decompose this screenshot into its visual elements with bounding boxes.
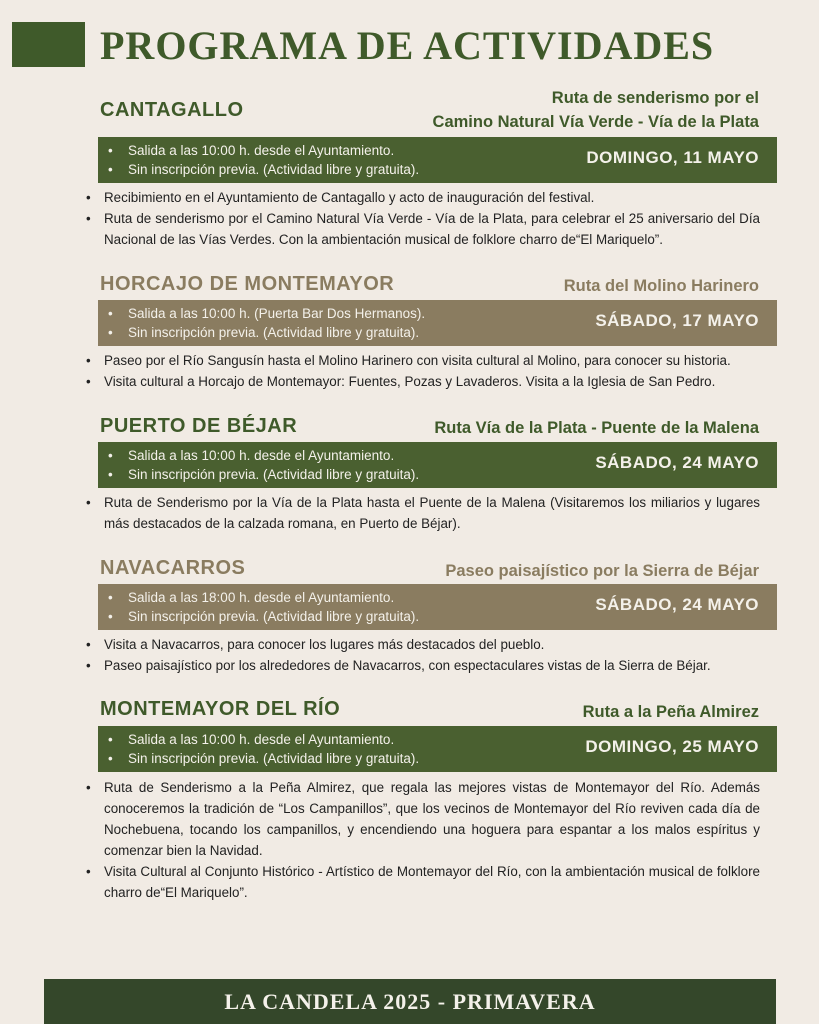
- detail-item: • Recibimiento en el Ayuntamiento de Cantagallo y acto de inauguración del festival.: [84, 187, 760, 208]
- detail-item: • Ruta de senderismo por el Camino Natural Vía Verde - Vía de la Plata, para celebrar el 25 aniversario del Día Nacional de las Vías Verdes. Con la ambientación musical de folklore charro de“El Mariquelo”.: [84, 208, 760, 250]
- event-town: CANTAGALLO: [100, 99, 244, 121]
- event-details: [84, 187, 760, 250]
- event-info-item: • Salida a las 18:00 h. desde el Ayuntamiento.: [108, 588, 419, 607]
- event-route: [564, 274, 759, 298]
- detail-item: • Paseo paisajístico por los alrededores de Navacarros, con espectaculares vistas de la Sierra de Béjar.: [84, 655, 760, 676]
- event-info-item: • Sin inscripción previa. (Actividad libre y gratuita).: [108, 749, 419, 768]
- event-date: SÁBADO, 17 MAYO: [595, 311, 759, 330]
- event-route: [583, 700, 759, 724]
- event-date: SÁBADO, 24 MAYO: [595, 453, 759, 472]
- event-details: [84, 350, 760, 392]
- event-info-item: • Sin inscripción previa. (Actividad libre y gratuita).: [108, 607, 419, 626]
- event-route-line: Paseo paisajístico por la Sierra de Béjar: [445, 562, 759, 580]
- event-info-item: • Salida a las 10:00 h. (Puerta Bar Dos Hermanos).: [108, 304, 425, 323]
- event-info-bar: [98, 300, 777, 346]
- event-info-bar: [98, 442, 777, 488]
- event-details: [84, 492, 760, 534]
- event-town: NAVACARROS: [100, 557, 246, 579]
- event-route-line: Ruta del Molino Harinero: [563, 277, 759, 295]
- event-info-item: • Salida a las 10:00 h. desde el Ayuntamiento.: [108, 446, 419, 465]
- event-info-item: • Sin inscripción previa. (Actividad libre y gratuita).: [108, 160, 419, 179]
- event-info-bar: [98, 726, 777, 772]
- detail-item: • Paseo por el Río Sangusín hasta el Molino Harinero con visita cultural al Molino, para conocer su historia.: [84, 350, 760, 371]
- detail-item: • Ruta de Senderismo a la Peña Almirez, que regala las mejores vistas de Montemayor del Río. Además conoceremos la tradición de “Los Campanillos”, que los vecinos de Montemayor del Río reviven cada día de Nochebuena, tocando los campanillos, y encendiendo una hoguera para espantar a los malos espíritus y comenzar bien la Navidad.: [84, 777, 760, 861]
- page-title: PROGRAMA DE ACTIVIDADES: [100, 23, 715, 68]
- event-route-line: Ruta a la Peña Almirez: [582, 703, 759, 721]
- event-town: PUERTO DE BÉJAR: [100, 415, 298, 437]
- event-route-line: Camino Natural Vía Verde - Vía de la Plata: [432, 113, 759, 131]
- title-accent-block: [12, 22, 85, 67]
- event-info-bar: [98, 137, 777, 183]
- event-details: [84, 634, 760, 676]
- event-info-item: • Salida a las 10:00 h. desde el Ayuntamiento.: [108, 730, 419, 749]
- event-date: SÁBADO, 24 MAYO: [595, 595, 759, 614]
- footer-banner: LA CANDELA 2025 - PRIMAVERA: [44, 979, 776, 1024]
- detail-item: • Visita cultural a Horcajo de Montemayor: Fuentes, Pozas y Lavaderos. Visita a la Iglesia de San Pedro.: [84, 371, 760, 392]
- event-route: [433, 86, 759, 134]
- event-details: [84, 777, 760, 903]
- event-town: HORCAJO DE MONTEMAYOR: [100, 273, 395, 295]
- event-route: [434, 416, 759, 440]
- event-town: MONTEMAYOR DEL RÍO: [100, 698, 341, 720]
- event-route: [445, 559, 759, 583]
- event-date: DOMINGO, 11 MAYO: [586, 148, 759, 167]
- event-info-item: • Sin inscripción previa. (Actividad libre y gratuita).: [108, 465, 419, 484]
- event-info-item: • Salida a las 10:00 h. desde el Ayuntamiento.: [108, 141, 419, 160]
- event-date: DOMINGO, 25 MAYO: [585, 737, 759, 756]
- detail-item: • Visita a Navacarros, para conocer los lugares más destacados del pueblo.: [84, 634, 760, 655]
- event-route-line: Ruta Vía de la Plata - Puente de la Malena: [434, 419, 759, 437]
- event-info-item: • Sin inscripción previa. (Actividad libre y gratuita).: [108, 323, 425, 342]
- detail-item: • Ruta de Senderismo por la Vía de la Plata hasta el Puente de la Malena (Visitaremos los miliarios y lugares más destacados de la calzada romana, en Puerto de Béjar).: [84, 492, 760, 534]
- detail-item: • Visita Cultural al Conjunto Histórico - Artístico de Montemayor del Río, con la ambientación musical de folklore charro de“El Mariquelo”.: [84, 861, 760, 903]
- event-route-line: Ruta de senderismo por el: [551, 89, 759, 107]
- event-info-bar: [98, 584, 777, 630]
